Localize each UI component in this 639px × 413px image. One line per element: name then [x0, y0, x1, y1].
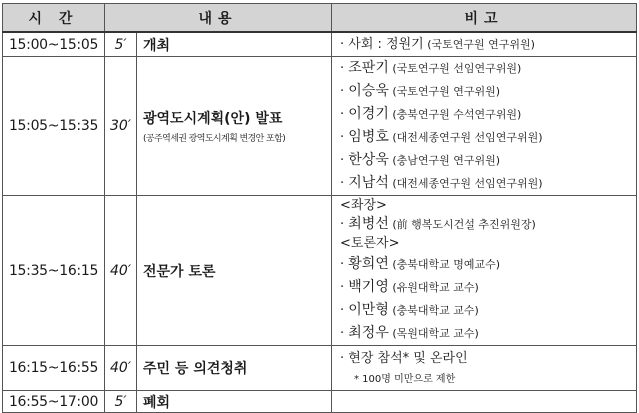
row-content: 폐회: [137, 391, 332, 413]
presenter-name: 이승욱: [348, 83, 389, 99]
row-content: [137, 57, 332, 196]
chair-name: 최병선: [348, 216, 389, 232]
row-note: [332, 57, 637, 196]
row-duration: 30′: [105, 57, 137, 196]
schedule-table: [2, 3, 637, 413]
panelist-line: [340, 276, 636, 299]
chair-header: <좌장>: [340, 198, 387, 213]
chair-affiliation: (前 행복도시건설 추진위원장): [388, 218, 536, 231]
row-time: 15:00~15:05: [3, 32, 105, 57]
presenter-affiliation: (국토연구원 연구위원): [388, 85, 501, 98]
row-time: 16:55~17:00: [3, 391, 105, 413]
bullet: ·: [340, 107, 349, 122]
note-detail: (국토연구원 연구위원): [423, 38, 535, 51]
presenter-line: [340, 80, 636, 103]
panelist-line: [340, 322, 636, 345]
row-note: [332, 346, 637, 391]
row-time: 15:35~16:15: [3, 196, 105, 346]
presenter-line: [340, 149, 636, 172]
row-duration: 40′: [105, 346, 137, 391]
table-row: [3, 57, 637, 196]
panelist-line: [340, 299, 636, 322]
table-row: [3, 346, 637, 391]
header-time: 시 간: [3, 4, 105, 33]
row-time: 16:15~16:55: [3, 346, 105, 391]
presenter-line: [340, 172, 636, 195]
presenter-line: [340, 103, 636, 126]
table-row: [3, 391, 637, 413]
panelist-name: 최정우: [348, 325, 389, 341]
note-line: [340, 347, 636, 370]
bullet: ·: [340, 217, 349, 232]
row-note: [332, 32, 637, 57]
header-content: 내용: [105, 4, 332, 33]
bullet: ·: [340, 61, 349, 76]
row-duration: 5′: [105, 391, 137, 413]
row-time: 15:05~15:35: [3, 57, 105, 196]
bullet: ·: [340, 303, 349, 318]
row-content-sub: (공주역세권 광역도시계획 변경안 포함): [143, 134, 286, 144]
row-content: 전문가 토론: [137, 196, 332, 346]
presenter-affiliation: (국토연구원 선임연구위원): [388, 62, 522, 75]
bullet: ·: [340, 326, 349, 341]
panelist-name: 백기영: [348, 279, 389, 295]
panelist-affiliation: (유원대학교 교수): [388, 281, 479, 294]
presenter-name: 임병호: [348, 129, 389, 145]
header-note: 비고: [332, 4, 637, 33]
presenter-affiliation: (충남연구원 연구위원): [388, 154, 501, 167]
presenter-line: [340, 57, 636, 80]
bullet: ·: [340, 257, 349, 272]
bullet: ·: [340, 37, 349, 52]
presenter-affiliation: (대전세종연구원 선임연구위원): [388, 131, 543, 144]
row-content: 개최: [137, 32, 332, 57]
row-note: [332, 391, 637, 413]
bullet: ·: [340, 130, 349, 145]
footnote: * 100명 미만으로 제한: [354, 374, 456, 385]
chair-line: [340, 215, 636, 234]
row-content-title: 광역도시계획(안) 발표: [143, 111, 283, 127]
panelist-affiliation: (충북대학교 명예교수): [388, 258, 501, 271]
bullet: ·: [340, 153, 349, 168]
bullet: ·: [340, 176, 349, 191]
note-label: 현장 참석* 및 온라인: [348, 351, 468, 366]
note-label: 사회 : 정원기: [348, 37, 424, 52]
panelist-name: 이만형: [348, 302, 389, 318]
table-row: [3, 196, 637, 346]
presenter-affiliation: (대전세종연구원 선임연구위원): [388, 177, 543, 190]
header-row: [3, 4, 637, 33]
bullet: ·: [340, 280, 349, 295]
table-row: [3, 32, 637, 57]
presenter-name: 지남석: [348, 175, 389, 191]
panel-header: <토론자>: [340, 236, 400, 251]
presenter-line: [340, 126, 636, 149]
panelist-affiliation: (목원대학교 교수): [388, 327, 479, 340]
panelist-line: [340, 253, 636, 276]
note-line: [340, 33, 636, 56]
bullet: ·: [340, 351, 349, 366]
presenter-affiliation: (충북연구원 수석연구위원): [388, 108, 522, 121]
bullet: ·: [340, 84, 349, 99]
row-note: [332, 196, 637, 346]
presenter-name: 한상욱: [348, 152, 389, 168]
row-duration: 40′: [105, 196, 137, 346]
row-duration: 5′: [105, 32, 137, 57]
presenter-name: 조판기: [348, 60, 389, 76]
row-content: 주민 등 의견청취: [137, 346, 332, 391]
panelist-name: 황희연: [348, 256, 389, 272]
panelist-affiliation: (충북대학교 교수): [388, 304, 479, 317]
presenter-name: 이경기: [348, 106, 389, 122]
